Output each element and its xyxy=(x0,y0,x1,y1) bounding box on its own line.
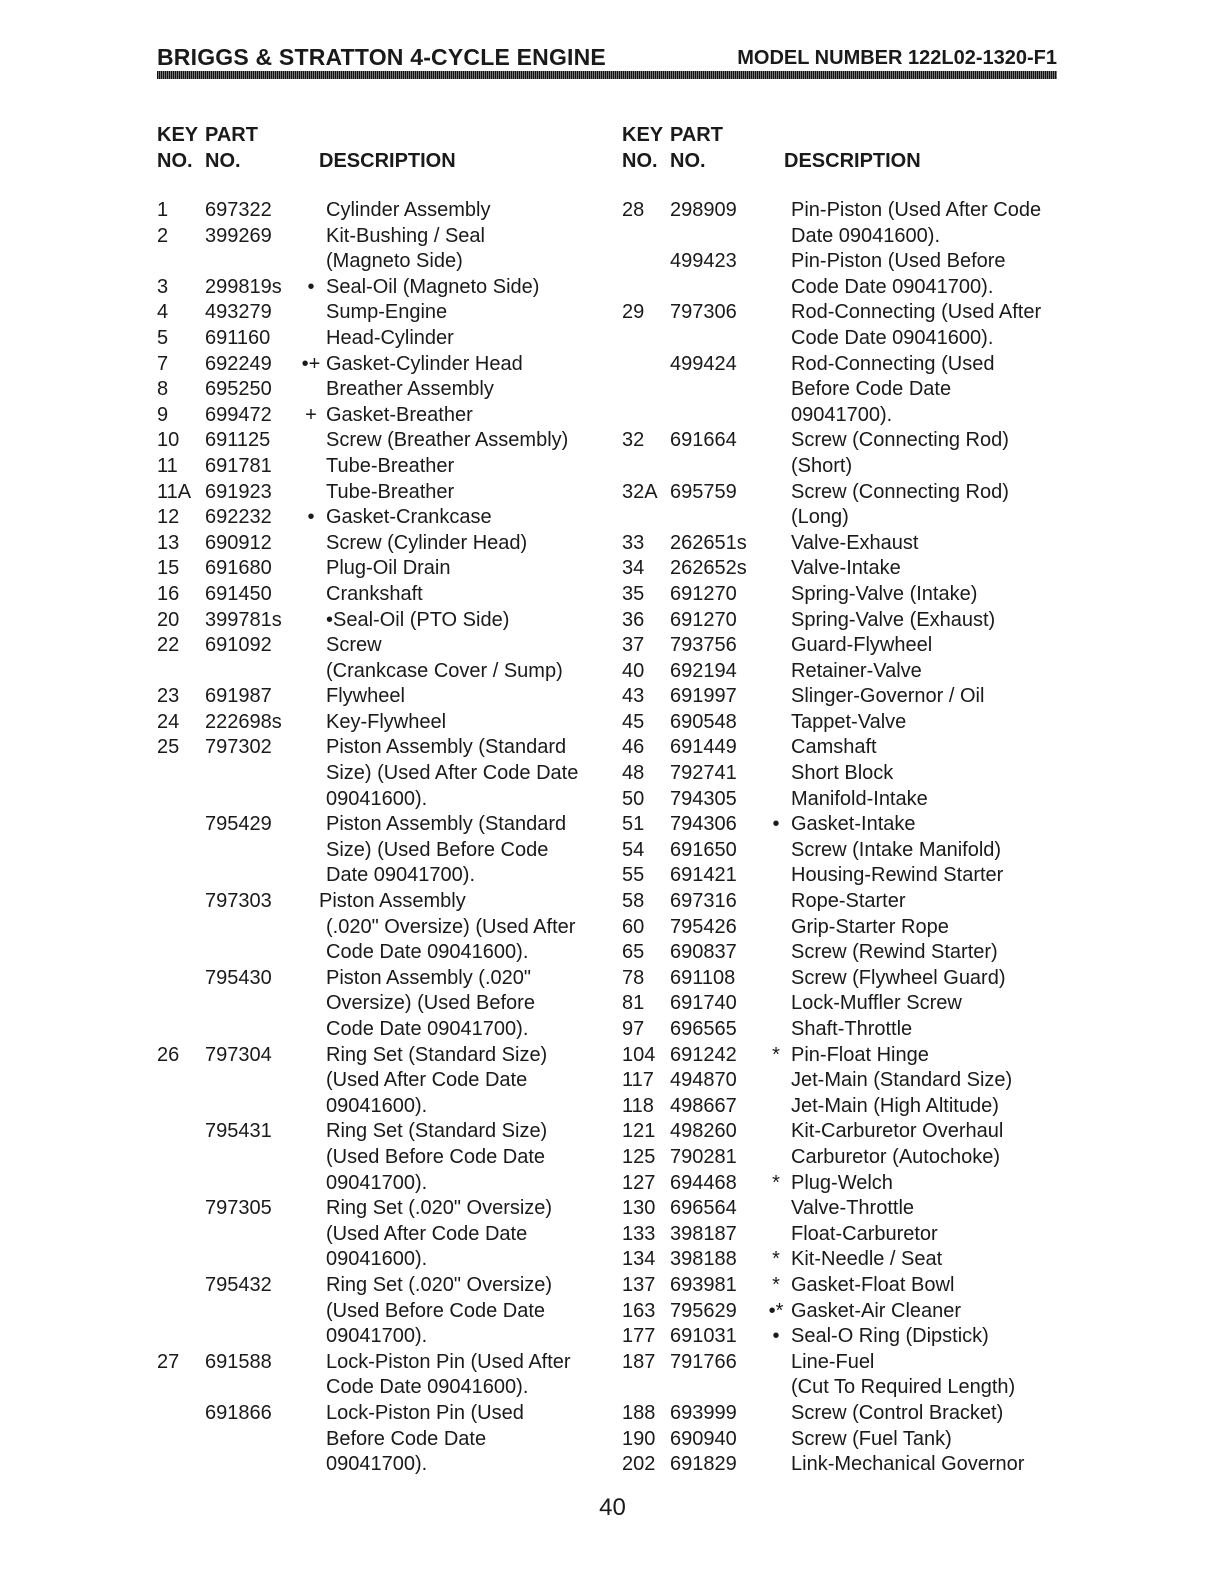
key-number: 3 xyxy=(157,275,169,298)
part-description: Retainer-Valve xyxy=(791,659,922,682)
part-number: 691829 xyxy=(670,1453,737,1476)
part-description: Link-Mechanical Governor xyxy=(791,1453,1025,1476)
part-number: 691125 xyxy=(205,429,271,452)
part-number: 691421 xyxy=(670,864,737,887)
part-number: 299819s xyxy=(205,275,282,298)
description-header: DESCRIPTION xyxy=(319,150,456,172)
parts-column-left xyxy=(157,122,597,1476)
part-number: 790281 xyxy=(670,1145,737,1168)
part-description: Tappet-Valve xyxy=(791,710,907,733)
key-number: 11 xyxy=(157,454,178,477)
part-marker: • xyxy=(307,506,315,529)
part-number: 794305 xyxy=(670,787,737,810)
part-description: Gasket-Intake xyxy=(791,813,916,836)
key-number: 190 xyxy=(622,1427,656,1450)
part-description: Kit-Bushing / Seal xyxy=(326,224,485,247)
part-description: Size) (Used Before Code xyxy=(326,838,549,861)
key-number: 46 xyxy=(622,736,645,759)
part-description: Head-Cylinder xyxy=(326,326,454,349)
part-description: Screw (Connecting Rod) xyxy=(791,429,1009,452)
part-number: 692249 xyxy=(205,352,272,375)
part-description: Gasket-Cylinder Head xyxy=(326,352,523,375)
part-description: Screw (Breather Assembly) xyxy=(326,429,569,452)
key-number: 202 xyxy=(622,1453,656,1476)
part-number: 691160 xyxy=(205,326,271,349)
part-description: Spring-Valve (Exhaust) xyxy=(791,608,996,631)
part-description: Ring Set (Standard Size) xyxy=(326,1043,548,1066)
key-number: 134 xyxy=(622,1248,656,1271)
part-description: Gasket-Breather xyxy=(326,403,473,426)
key-number: 15 xyxy=(157,557,180,580)
part-description: Camshaft xyxy=(791,736,877,759)
key-number: 8 xyxy=(157,378,169,401)
part-number: 262651s xyxy=(670,531,747,554)
key-number: 125 xyxy=(622,1145,656,1168)
part-description: Piston Assembly (.020" xyxy=(326,966,531,989)
part-description: Crankshaft xyxy=(326,582,423,605)
part-description: Screw (Flywheel Guard) xyxy=(791,966,1006,989)
part-description: (.020" Oversize) (Used After xyxy=(326,915,576,938)
page-header xyxy=(157,44,1057,74)
key-number: 127 xyxy=(622,1171,656,1194)
key-number: 29 xyxy=(622,301,645,324)
part-number: 795430 xyxy=(205,966,272,989)
part-description: Cylinder Assembly xyxy=(326,199,491,221)
part-header-top: PART xyxy=(670,124,723,146)
part-number: 696565 xyxy=(670,1018,737,1040)
part-description: Rod-Connecting (Used After xyxy=(791,301,1042,324)
key-header-top: KEY xyxy=(157,124,199,146)
part-number: 399781s xyxy=(205,608,282,631)
part-description: 09041600). xyxy=(326,787,428,810)
part-description: 09041700). xyxy=(791,403,893,426)
part-number: 691781 xyxy=(205,454,272,477)
part-description: Piston Assembly (Standard xyxy=(326,813,567,836)
part-number: 795426 xyxy=(670,915,737,938)
part-number: 691987 xyxy=(205,685,272,708)
key-number: 20 xyxy=(157,608,180,631)
part-marker: + xyxy=(305,403,317,426)
part-description: Rod-Connecting (Used xyxy=(791,352,995,375)
key-number: 48 xyxy=(622,762,645,785)
column-header-left xyxy=(157,122,597,180)
key-number: 81 xyxy=(622,992,645,1015)
part-description: Jet-Main (High Altitude) xyxy=(791,1094,999,1117)
part-number: 797304 xyxy=(205,1043,272,1066)
part-number: 797303 xyxy=(205,890,272,913)
key-number: 32A xyxy=(622,480,658,503)
part-number: 695250 xyxy=(205,378,272,401)
part-description: Float-Carburetor xyxy=(791,1222,938,1245)
part-number: 696564 xyxy=(670,1197,737,1220)
part-description: Screw (Intake Manifold) xyxy=(791,838,1002,861)
part-number: 795432 xyxy=(205,1273,272,1296)
part-description: Plug-Oil Drain xyxy=(326,557,451,580)
key-number: 54 xyxy=(622,838,645,861)
part-number: 691866 xyxy=(205,1401,272,1424)
parts-column-right xyxy=(622,122,1062,1476)
part-description: Jet-Main (Standard Size) xyxy=(791,1069,1013,1092)
part-description: Pin-Piston (Used After Code xyxy=(791,199,1042,221)
part-number: 690940 xyxy=(670,1427,737,1450)
part-number: 691740 xyxy=(670,992,737,1015)
part-description: Pin-Float Hinge xyxy=(791,1043,929,1066)
part-number: 691270 xyxy=(670,582,737,605)
part-description: Code Date 09041600). xyxy=(326,941,529,964)
part-number: 493279 xyxy=(205,301,272,324)
part-description: Ring Set (.020" Oversize) xyxy=(326,1273,553,1296)
part-number: 795629 xyxy=(670,1299,737,1322)
part-number: 699472 xyxy=(205,403,272,426)
part-description: 09041700). xyxy=(326,1171,428,1194)
engine-title: BRIGGS & STRATTON 4-CYCLE ENGINE xyxy=(157,44,606,70)
key-number: 16 xyxy=(157,582,180,605)
part-number: 298909 xyxy=(670,199,737,221)
part-number: 692232 xyxy=(205,506,272,529)
part-number: 494870 xyxy=(670,1069,737,1092)
part-description: (Magneto Side) xyxy=(326,250,463,273)
key-number: 55 xyxy=(622,864,645,887)
part-description: Kit-Needle / Seat xyxy=(791,1248,943,1271)
part-number: 691450 xyxy=(205,582,272,605)
part-description: Screw (Connecting Rod) xyxy=(791,480,1009,503)
key-number: 1 xyxy=(157,199,169,221)
part-description: Guard-Flywheel xyxy=(791,634,933,657)
key-number: 187 xyxy=(622,1350,656,1373)
key-number: 130 xyxy=(622,1197,656,1220)
key-number: 163 xyxy=(622,1299,656,1322)
part-number: 697322 xyxy=(205,199,272,221)
key-number: 65 xyxy=(622,941,645,964)
part-description: Gasket-Air Cleaner xyxy=(791,1299,962,1322)
part-description: Key-Flywheel xyxy=(326,710,447,733)
part-number: 690837 xyxy=(670,941,737,964)
part-header-bottom: NO. xyxy=(205,150,241,172)
key-header-bottom: NO. xyxy=(622,150,658,172)
key-number: 104 xyxy=(622,1043,656,1066)
part-description: Screw xyxy=(326,634,382,657)
part-number: 499423 xyxy=(670,250,737,273)
key-number: 5 xyxy=(157,326,169,349)
key-number: 50 xyxy=(622,787,645,810)
part-description: Sump-Engine xyxy=(326,301,448,324)
part-marker: * xyxy=(772,1171,780,1194)
part-number: 793756 xyxy=(670,634,737,657)
part-marker: • xyxy=(772,1325,780,1348)
key-number: 35 xyxy=(622,582,645,605)
part-number: 795429 xyxy=(205,813,272,836)
key-number: 28 xyxy=(622,199,645,221)
part-description: Date 09041700). xyxy=(326,864,476,887)
part-description: •Seal-Oil (PTO Side) xyxy=(326,608,510,631)
part-description: Piston Assembly xyxy=(319,890,466,913)
part-description: Code Date 09041600). xyxy=(791,326,994,349)
part-description: Size) (Used After Code Date xyxy=(326,762,579,785)
part-description: Valve-Exhaust xyxy=(791,531,919,554)
part-number: 691449 xyxy=(670,736,737,759)
part-number: 691588 xyxy=(205,1350,272,1373)
part-description: Flywheel xyxy=(326,685,405,708)
part-description: Date 09041600). xyxy=(791,224,941,247)
part-number: 693999 xyxy=(670,1401,737,1424)
key-number: 22 xyxy=(157,634,180,657)
part-number: 797305 xyxy=(205,1197,272,1220)
part-number: 691680 xyxy=(205,557,272,580)
part-description: Ring Set (Standard Size) xyxy=(326,1120,548,1143)
part-description: Line-Fuel xyxy=(791,1350,875,1373)
part-number: 794306 xyxy=(670,813,737,836)
part-number: 691923 xyxy=(205,480,272,503)
part-description: Ring Set (.020" Oversize) xyxy=(326,1197,553,1220)
part-description: Valve-Throttle xyxy=(791,1197,915,1220)
key-number: 51 xyxy=(622,813,645,836)
part-description: Screw (Control Bracket) xyxy=(791,1401,1004,1424)
header-rule xyxy=(157,71,1057,79)
part-description: (Crankcase Cover / Sump) xyxy=(326,659,563,682)
key-number: 43 xyxy=(622,685,645,708)
part-description: Before Code Date xyxy=(326,1427,487,1450)
part-number: 795431 xyxy=(205,1120,272,1143)
page-number: 40 xyxy=(599,1494,626,1521)
part-description: (Used After Code Date xyxy=(326,1069,528,1092)
part-description: Lock-Piston Pin (Used After xyxy=(326,1350,571,1373)
part-description: Spring-Valve (Intake) xyxy=(791,582,978,605)
key-number: 9 xyxy=(157,403,169,426)
part-description: Manifold-Intake xyxy=(791,787,928,810)
part-number: 691031 xyxy=(670,1325,737,1348)
part-marker: •* xyxy=(768,1299,784,1322)
part-description: Plug-Welch xyxy=(791,1171,893,1194)
part-number: 695759 xyxy=(670,480,737,503)
part-description: Kit-Carburetor Overhaul xyxy=(791,1120,1004,1143)
part-description: (Cut To Required Length) xyxy=(791,1376,1016,1399)
key-number: 78 xyxy=(622,966,645,989)
part-number: 498667 xyxy=(670,1094,737,1117)
part-description: 09041700). xyxy=(326,1325,428,1348)
part-marker: • xyxy=(307,275,315,298)
part-description: Breather Assembly xyxy=(326,378,494,401)
key-number: 177 xyxy=(622,1325,656,1348)
part-description: Shaft-Throttle xyxy=(791,1018,913,1040)
part-description: Screw (Cylinder Head) xyxy=(326,531,528,554)
part-number: 691650 xyxy=(670,838,737,861)
key-number: 40 xyxy=(622,659,645,682)
key-number: 24 xyxy=(157,710,180,733)
part-description: Seal-Oil (Magneto Side) xyxy=(326,275,540,298)
part-number: 690912 xyxy=(205,531,272,554)
description-header: DESCRIPTION xyxy=(784,150,921,172)
part-number: 498260 xyxy=(670,1120,737,1143)
part-marker: * xyxy=(772,1248,780,1271)
key-number: 33 xyxy=(622,531,645,554)
key-number: 121 xyxy=(622,1120,656,1143)
part-number: 797302 xyxy=(205,736,272,759)
part-number: 691997 xyxy=(670,685,737,708)
key-number: 7 xyxy=(157,352,169,375)
part-number: 691108 xyxy=(670,966,736,989)
part-number: 222698s xyxy=(205,710,282,733)
key-number: 133 xyxy=(622,1222,656,1245)
part-description: (Long) xyxy=(791,506,849,529)
part-number: 499424 xyxy=(670,352,737,375)
part-number: 691092 xyxy=(205,634,272,657)
part-description: Housing-Rewind Starter xyxy=(791,864,1004,887)
key-number: 137 xyxy=(622,1273,656,1296)
key-number: 37 xyxy=(622,634,645,657)
key-number: 60 xyxy=(622,915,645,938)
part-number: 691664 xyxy=(670,429,737,452)
key-number: 188 xyxy=(622,1401,656,1424)
key-number: 23 xyxy=(157,685,180,708)
part-header-bottom: NO. xyxy=(670,150,706,172)
part-number: 694468 xyxy=(670,1171,737,1194)
key-number: 25 xyxy=(157,736,180,759)
part-description: 09041600). xyxy=(326,1248,428,1271)
part-marker: * xyxy=(772,1273,780,1296)
part-description: Code Date 09041600). xyxy=(326,1376,529,1399)
part-description: Tube-Breather xyxy=(326,480,455,503)
part-number: 690548 xyxy=(670,710,737,733)
part-number: 262652s xyxy=(670,557,747,580)
part-description: (Short) xyxy=(791,454,853,477)
part-number: 693981 xyxy=(670,1273,737,1296)
part-description: (Used Before Code Date xyxy=(326,1145,546,1168)
key-number: 27 xyxy=(157,1350,180,1373)
part-number: 398187 xyxy=(670,1222,737,1245)
part-description: Slinger-Governor / Oil xyxy=(791,685,985,708)
part-number: 697316 xyxy=(670,890,737,913)
key-number: 12 xyxy=(157,506,180,529)
part-description: Code Date 09041700). xyxy=(791,275,994,298)
part-description: Short Block xyxy=(791,762,894,785)
key-number: 118 xyxy=(622,1094,654,1117)
part-description: Gasket-Crankcase xyxy=(326,506,492,529)
key-number: 4 xyxy=(157,301,169,324)
part-description: Grip-Starter Rope xyxy=(791,915,949,938)
part-description: (Used After Code Date xyxy=(326,1222,528,1245)
key-number: 10 xyxy=(157,429,180,452)
part-header-top: PART xyxy=(205,124,258,146)
part-description: Pin-Piston (Used Before xyxy=(791,250,1006,273)
part-number: 692194 xyxy=(670,659,737,682)
key-number: 45 xyxy=(622,710,645,733)
part-marker: • xyxy=(772,813,780,836)
part-description: Lock-Muffler Screw xyxy=(791,992,962,1015)
key-number: 32 xyxy=(622,429,645,452)
key-header-bottom: NO. xyxy=(157,150,193,172)
part-number: 691242 xyxy=(670,1043,737,1066)
key-number: 117 xyxy=(622,1069,654,1092)
part-description: Oversize) (Used Before xyxy=(326,992,535,1015)
part-description: Gasket-Float Bowl xyxy=(791,1273,955,1296)
part-description: Tube-Breather xyxy=(326,454,455,477)
part-number: 791766 xyxy=(670,1350,737,1373)
part-description: Screw (Fuel Tank) xyxy=(791,1427,952,1450)
part-description: Screw (Rewind Starter) xyxy=(791,941,998,964)
part-marker: •+ xyxy=(301,352,321,375)
key-number: 36 xyxy=(622,608,645,631)
part-description: Seal-O Ring (Dipstick) xyxy=(791,1325,989,1348)
part-description: (Used Before Code Date xyxy=(326,1299,546,1322)
key-header-top: KEY xyxy=(622,124,664,146)
part-description: Before Code Date xyxy=(791,378,952,401)
key-number: 2 xyxy=(157,224,169,247)
part-number: 691270 xyxy=(670,608,737,631)
key-number: 58 xyxy=(622,890,645,913)
part-number: 797306 xyxy=(670,301,737,324)
part-description: 09041700). xyxy=(326,1453,428,1476)
part-description: Piston Assembly (Standard xyxy=(326,736,567,759)
part-number: 792741 xyxy=(670,762,737,785)
part-description: Rope-Starter xyxy=(791,890,906,913)
part-description: Carburetor (Autochoke) xyxy=(791,1145,1000,1168)
part-description: 09041600). xyxy=(326,1094,428,1117)
key-number: 13 xyxy=(157,531,180,554)
part-number: 399269 xyxy=(205,224,272,247)
part-description: Code Date 09041700). xyxy=(326,1018,529,1040)
key-number: 97 xyxy=(622,1018,645,1040)
part-marker: * xyxy=(772,1043,780,1066)
model-number: MODEL NUMBER 122L02-1320-F1 xyxy=(737,47,1057,69)
part-description: Lock-Piston Pin (Used xyxy=(326,1401,524,1424)
key-number: 26 xyxy=(157,1043,180,1066)
column-header-right xyxy=(622,122,1062,180)
part-number: 398188 xyxy=(670,1248,737,1271)
part-description: Valve-Intake xyxy=(791,557,901,580)
key-number: 11A xyxy=(157,480,192,503)
key-number: 34 xyxy=(622,557,645,580)
